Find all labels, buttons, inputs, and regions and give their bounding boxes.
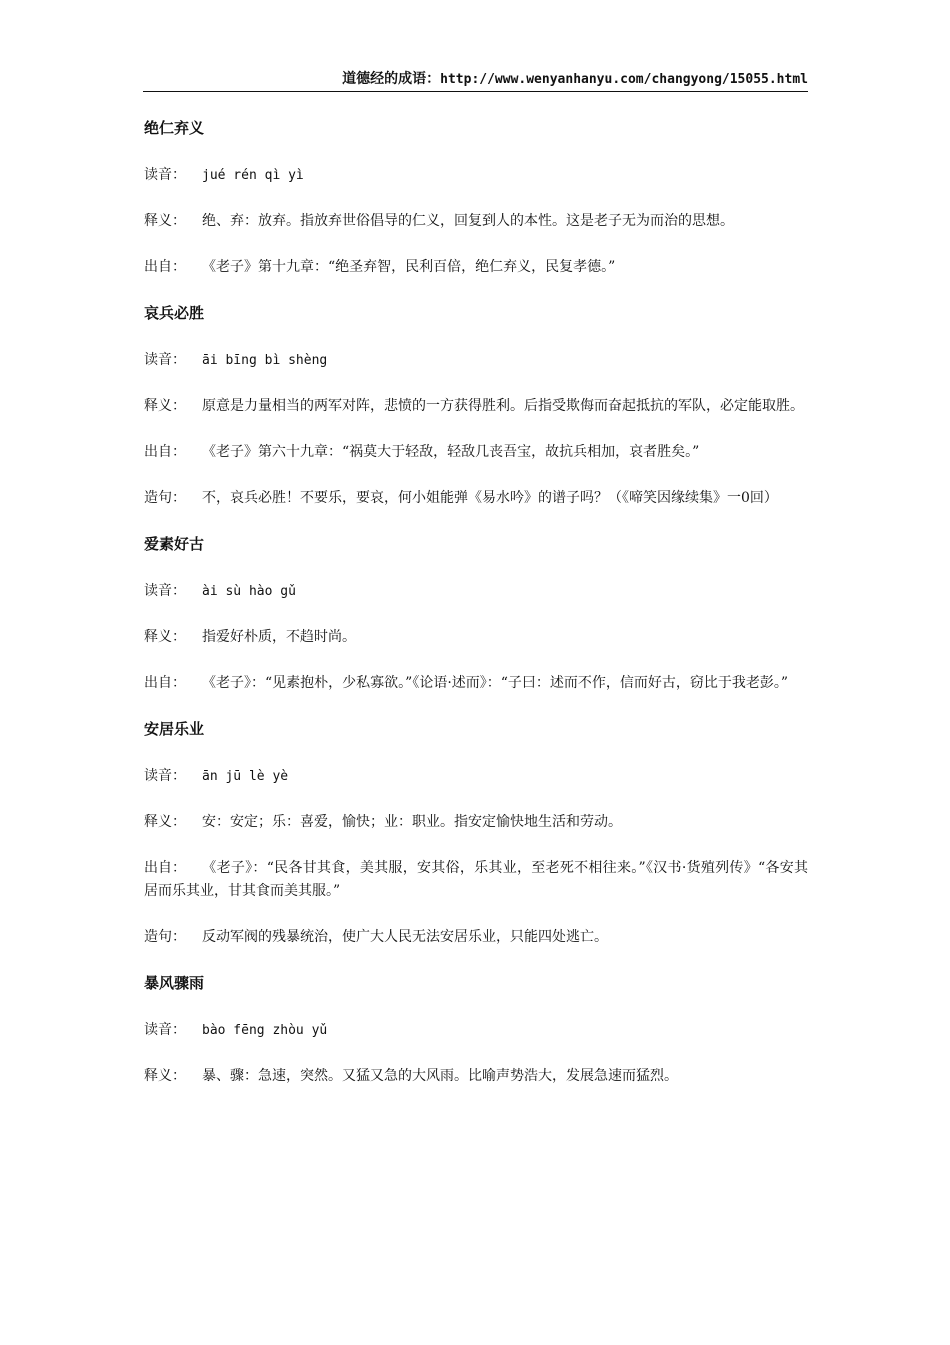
meaning-label: 释义： [144,398,186,414]
example-field [144,926,808,949]
meaning-field [144,811,808,834]
example-text: 不，哀兵必胜！不要乐，要哀，何小姐能弹《易水吟》的谱子吗？（《啼笑因缘续集》一0回） [202,490,778,506]
page-header [143,68,808,90]
source-label: 出自： [144,860,186,876]
reading-label: 读音： [144,352,186,368]
reading-label: 读音： [144,1022,186,1038]
source-label: 出自： [144,444,186,460]
meaning-field [144,395,808,418]
idiom-entry [144,972,808,1088]
reading-label: 读音： [144,167,186,183]
source-field [144,256,808,279]
reading-field [144,1019,808,1042]
meaning-text: 指爱好朴质，不趋时尚。 [202,629,356,645]
source-field [144,672,808,695]
meaning-field [144,626,808,649]
reading-field [144,349,808,372]
source-text: 《老子》：“民各甘其食，美其服，安其俗，乐其业，至老死不相往来。”《汉书·货殖列传》“各安其居而乐其业，甘其食而美其服。” [144,860,808,899]
header-title: 道德经的成语： [342,71,441,87]
idiom-title: 安居乐业 [144,720,205,738]
meaning-label: 释义： [144,213,186,229]
pinyin-text: āi bīng bì shèng [202,353,328,368]
document-body [144,117,808,1111]
idiom-title: 暴风骤雨 [144,974,205,992]
source-field [144,857,808,903]
header-url-link[interactable]: http://www.wenyanhanyu.com/changyong/15055.html [440,72,808,87]
meaning-text: 绝、弃：放弃。指放弃世俗倡导的仁义，回复到人的本性。这是老子无为而治的思想。 [202,213,734,229]
reading-field [144,580,808,603]
example-field [144,487,808,510]
example-label: 造句： [144,490,186,506]
pinyin-text: ān jū lè yè [202,769,289,784]
reading-field [144,164,808,187]
pinyin-text: bào fēng zhòu yǔ [202,1023,328,1038]
idiom-entry [144,117,808,279]
idiom-entry [144,533,808,695]
meaning-label: 释义： [144,629,186,645]
idiom-entry [144,302,808,510]
source-field [144,441,808,464]
meaning-field [144,210,808,233]
idiom-title: 哀兵必胜 [144,304,205,322]
meaning-label: 释义： [144,1068,186,1084]
example-text: 反动军阀的残暴统治，使广大人民无法安居乐业，只能四处逃亡。 [202,929,608,945]
meaning-text: 原意是力量相当的两军对阵，悲愤的一方获得胜利。后指受欺侮而奋起抵抗的军队，必定能取胜。 [202,398,804,414]
source-text: 《老子》：“见素抱朴，少私寡欲。”《论语·述而》：“子曰：述而不作，信而好古，窃比于我老彭。” [202,675,789,691]
reading-label: 读音： [144,768,186,784]
header-divider [143,91,808,92]
meaning-text: 安：安定；乐：喜爱，愉快；业：职业。指安定愉快地生活和劳动。 [202,814,622,830]
idiom-title: 绝仁弃义 [144,119,205,137]
idiom-entry [144,718,808,949]
reading-label: 读音： [144,583,186,599]
source-label: 出自： [144,675,186,691]
example-label: 造句： [144,929,186,945]
pinyin-text: ài sù hào gǔ [202,584,296,599]
meaning-text: 暴、骤：急速，突然。又猛又急的大风雨。比喻声势浩大，发展急速而猛烈。 [202,1068,678,1084]
idiom-title: 爱素好古 [144,535,205,553]
source-label: 出自： [144,259,186,275]
meaning-label: 释义： [144,814,186,830]
source-text: 《老子》第十九章：“绝圣弃智，民利百倍，绝仁弃义，民复孝德。” [202,259,616,275]
pinyin-text: jué rén qì yì [202,168,304,183]
source-text: 《老子》第六十九章：“祸莫大于轻敌，轻敌几丧吾宝，故抗兵相加，哀者胜矣。” [202,444,700,460]
meaning-field [144,1065,808,1088]
reading-field [144,765,808,788]
